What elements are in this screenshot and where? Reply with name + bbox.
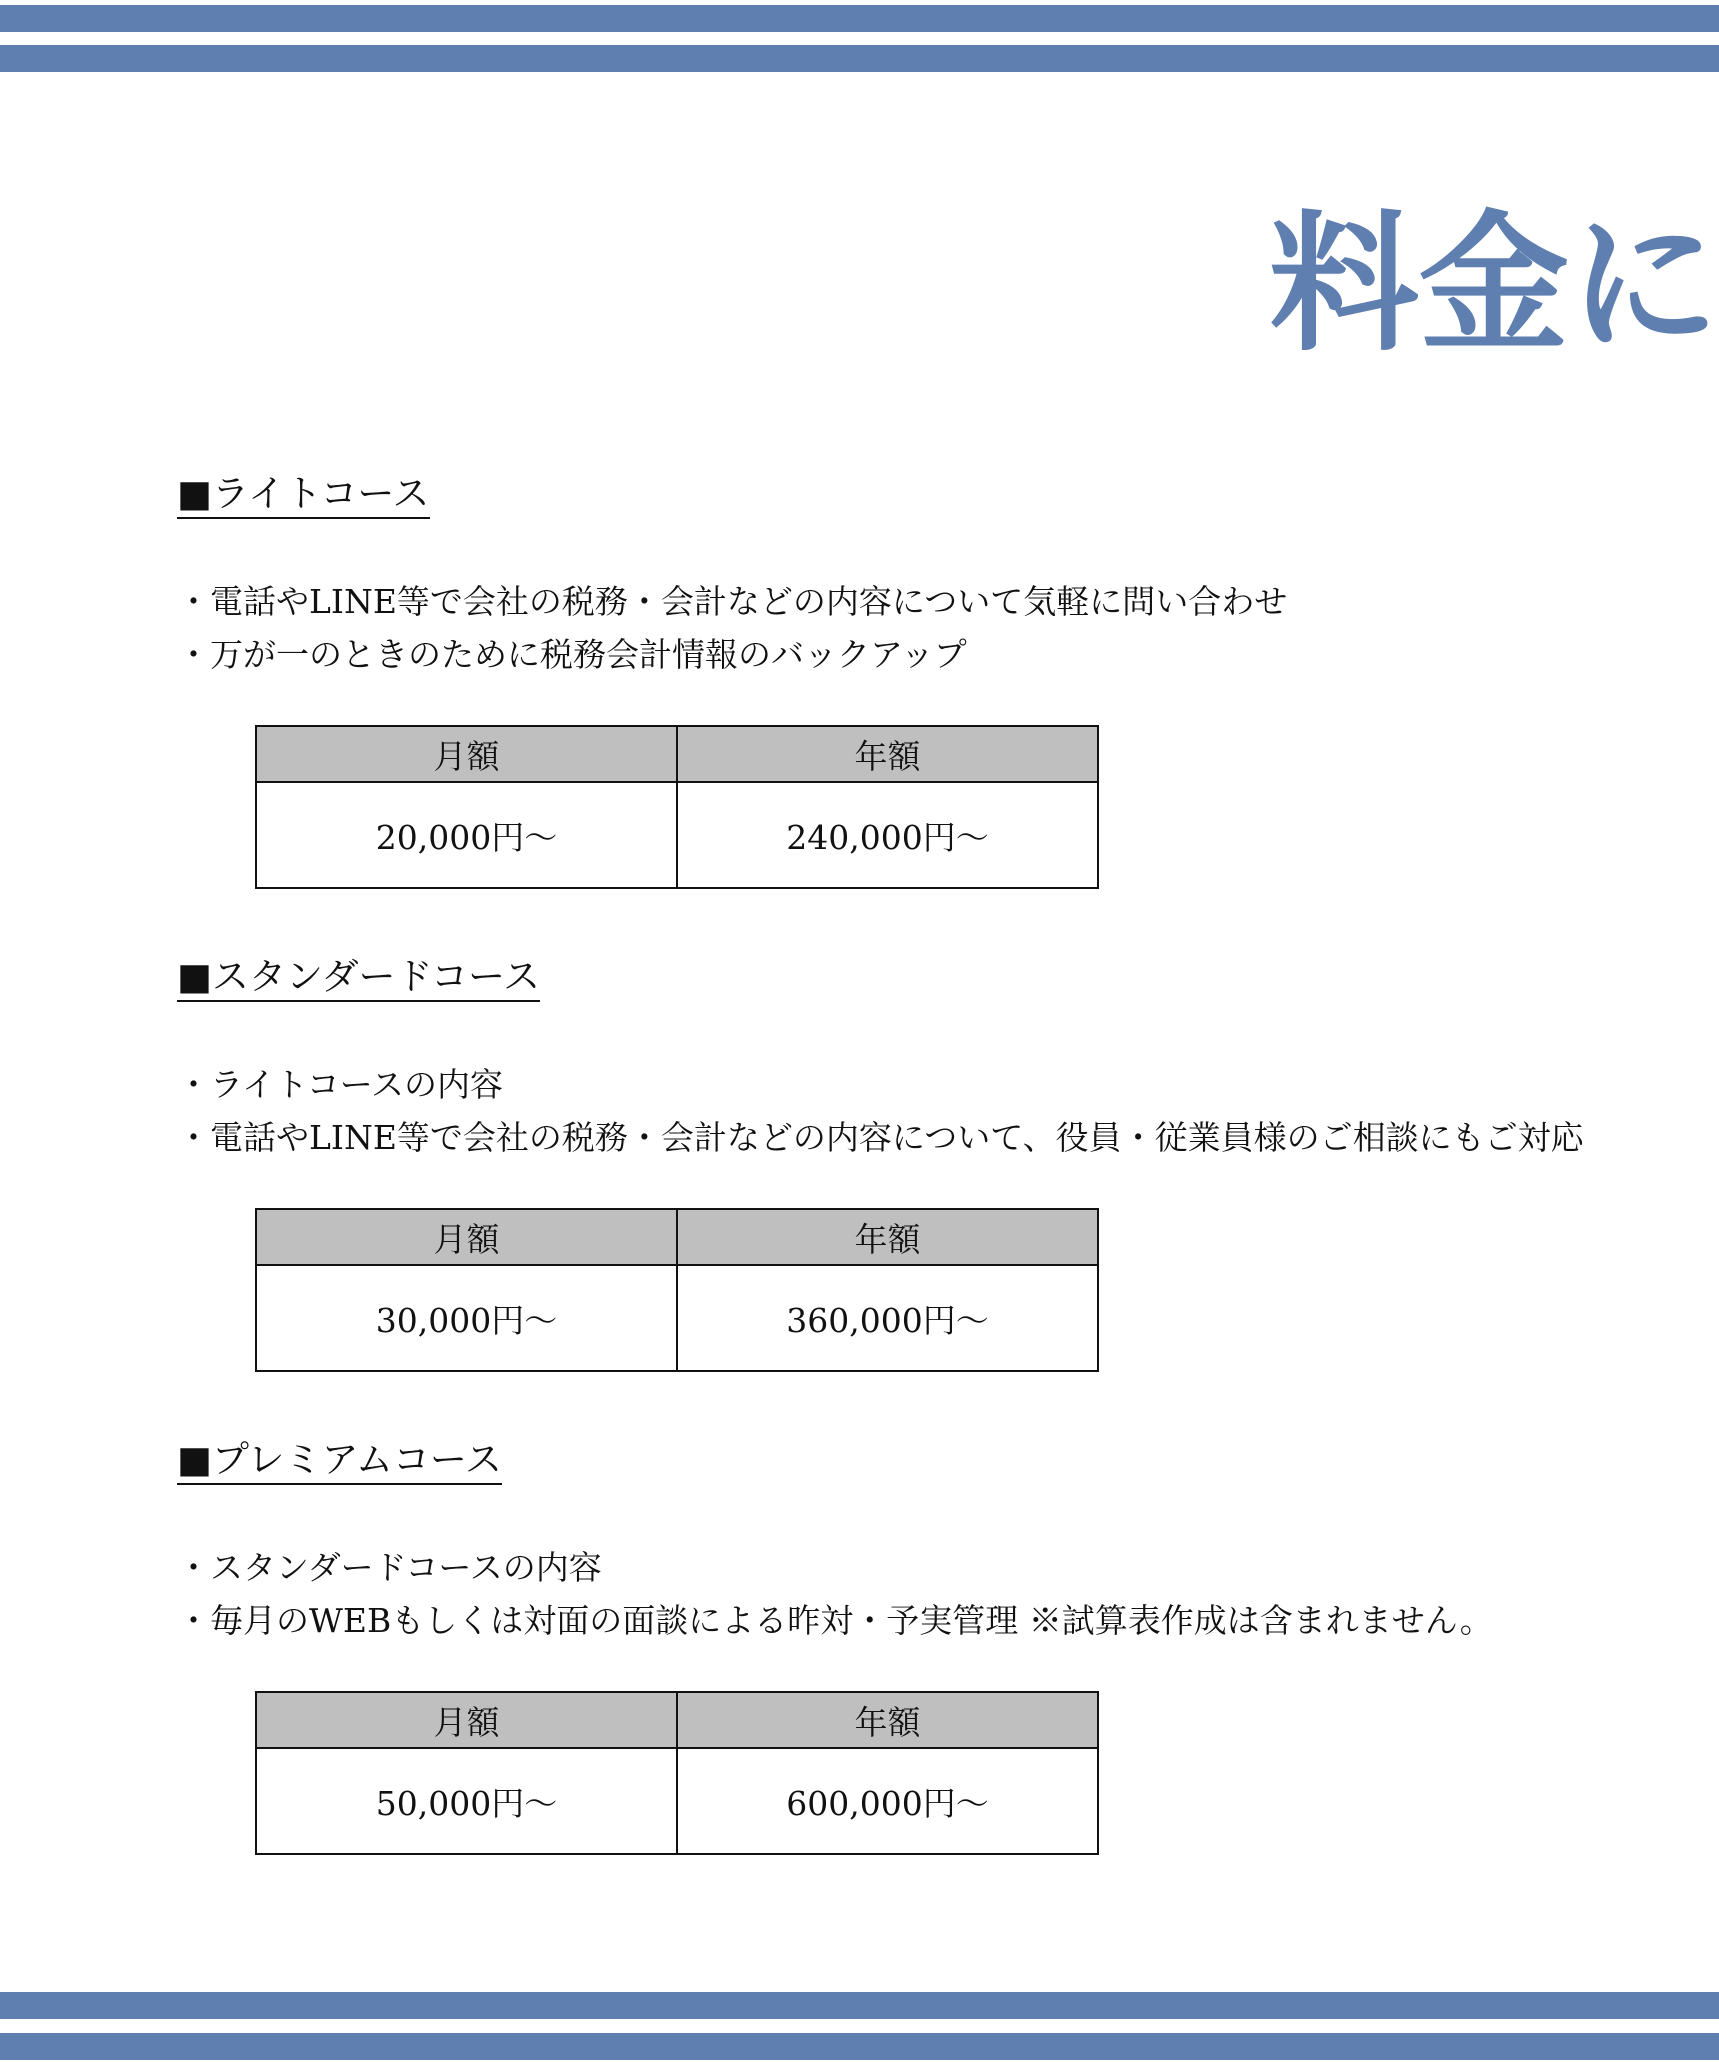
course-heading: ■スタンダードコース	[177, 956, 540, 1002]
page-title: 料金に	[1268, 198, 1719, 372]
table-header-row	[256, 726, 1098, 782]
list-item: ・万が一のときのために税務会計情報のバックアップ	[177, 635, 967, 674]
course-bullets	[177, 1541, 1493, 1647]
list-item: ・毎月のWEBもしくは対面の面談による昨対・予実管理 ※試算表作成は含まれません。	[177, 1601, 1493, 1640]
top-band-1	[0, 5, 1719, 32]
course-heading: ■プレミアムコース	[177, 1439, 502, 1485]
list-item: ・ライトコースの内容	[177, 1065, 504, 1104]
monthly-price: 30,000円～	[256, 1265, 677, 1371]
table-row	[256, 1748, 1098, 1854]
list-item: ・スタンダードコースの内容	[177, 1548, 602, 1587]
price-table	[255, 725, 1099, 889]
price-table	[255, 1691, 1099, 1855]
monthly-header: 月額	[256, 1692, 677, 1748]
yearly-header: 年額	[677, 726, 1098, 782]
course-bullets	[177, 575, 1287, 681]
yearly-price: 240,000円～	[677, 782, 1098, 888]
bottom-band-2	[0, 2033, 1719, 2060]
table-header-row	[256, 1209, 1098, 1265]
table-header-row	[256, 1692, 1098, 1748]
yearly-header: 年額	[677, 1209, 1098, 1265]
monthly-price: 50,000円～	[256, 1748, 677, 1854]
yearly-price: 360,000円～	[677, 1265, 1098, 1371]
yearly-price: 600,000円～	[677, 1748, 1098, 1854]
course-bullets	[177, 1058, 1584, 1164]
course-heading: ■ライトコース	[177, 473, 430, 519]
monthly-header: 月額	[256, 726, 677, 782]
top-band-2	[0, 45, 1719, 72]
yearly-header: 年額	[677, 1692, 1098, 1748]
table-row	[256, 1265, 1098, 1371]
bottom-band-1	[0, 1992, 1719, 2019]
list-item: ・電話やLINE等で会社の税務・会計などの内容について気軽に問い合わせ	[177, 582, 1288, 621]
table-row	[256, 782, 1098, 888]
monthly-price: 20,000円～	[256, 782, 677, 888]
monthly-header: 月額	[256, 1209, 677, 1265]
price-table	[255, 1208, 1099, 1372]
list-item: ・電話やLINE等で会社の税務・会計などの内容について、役員・従業員様のご相談にもご対応	[177, 1118, 1584, 1157]
